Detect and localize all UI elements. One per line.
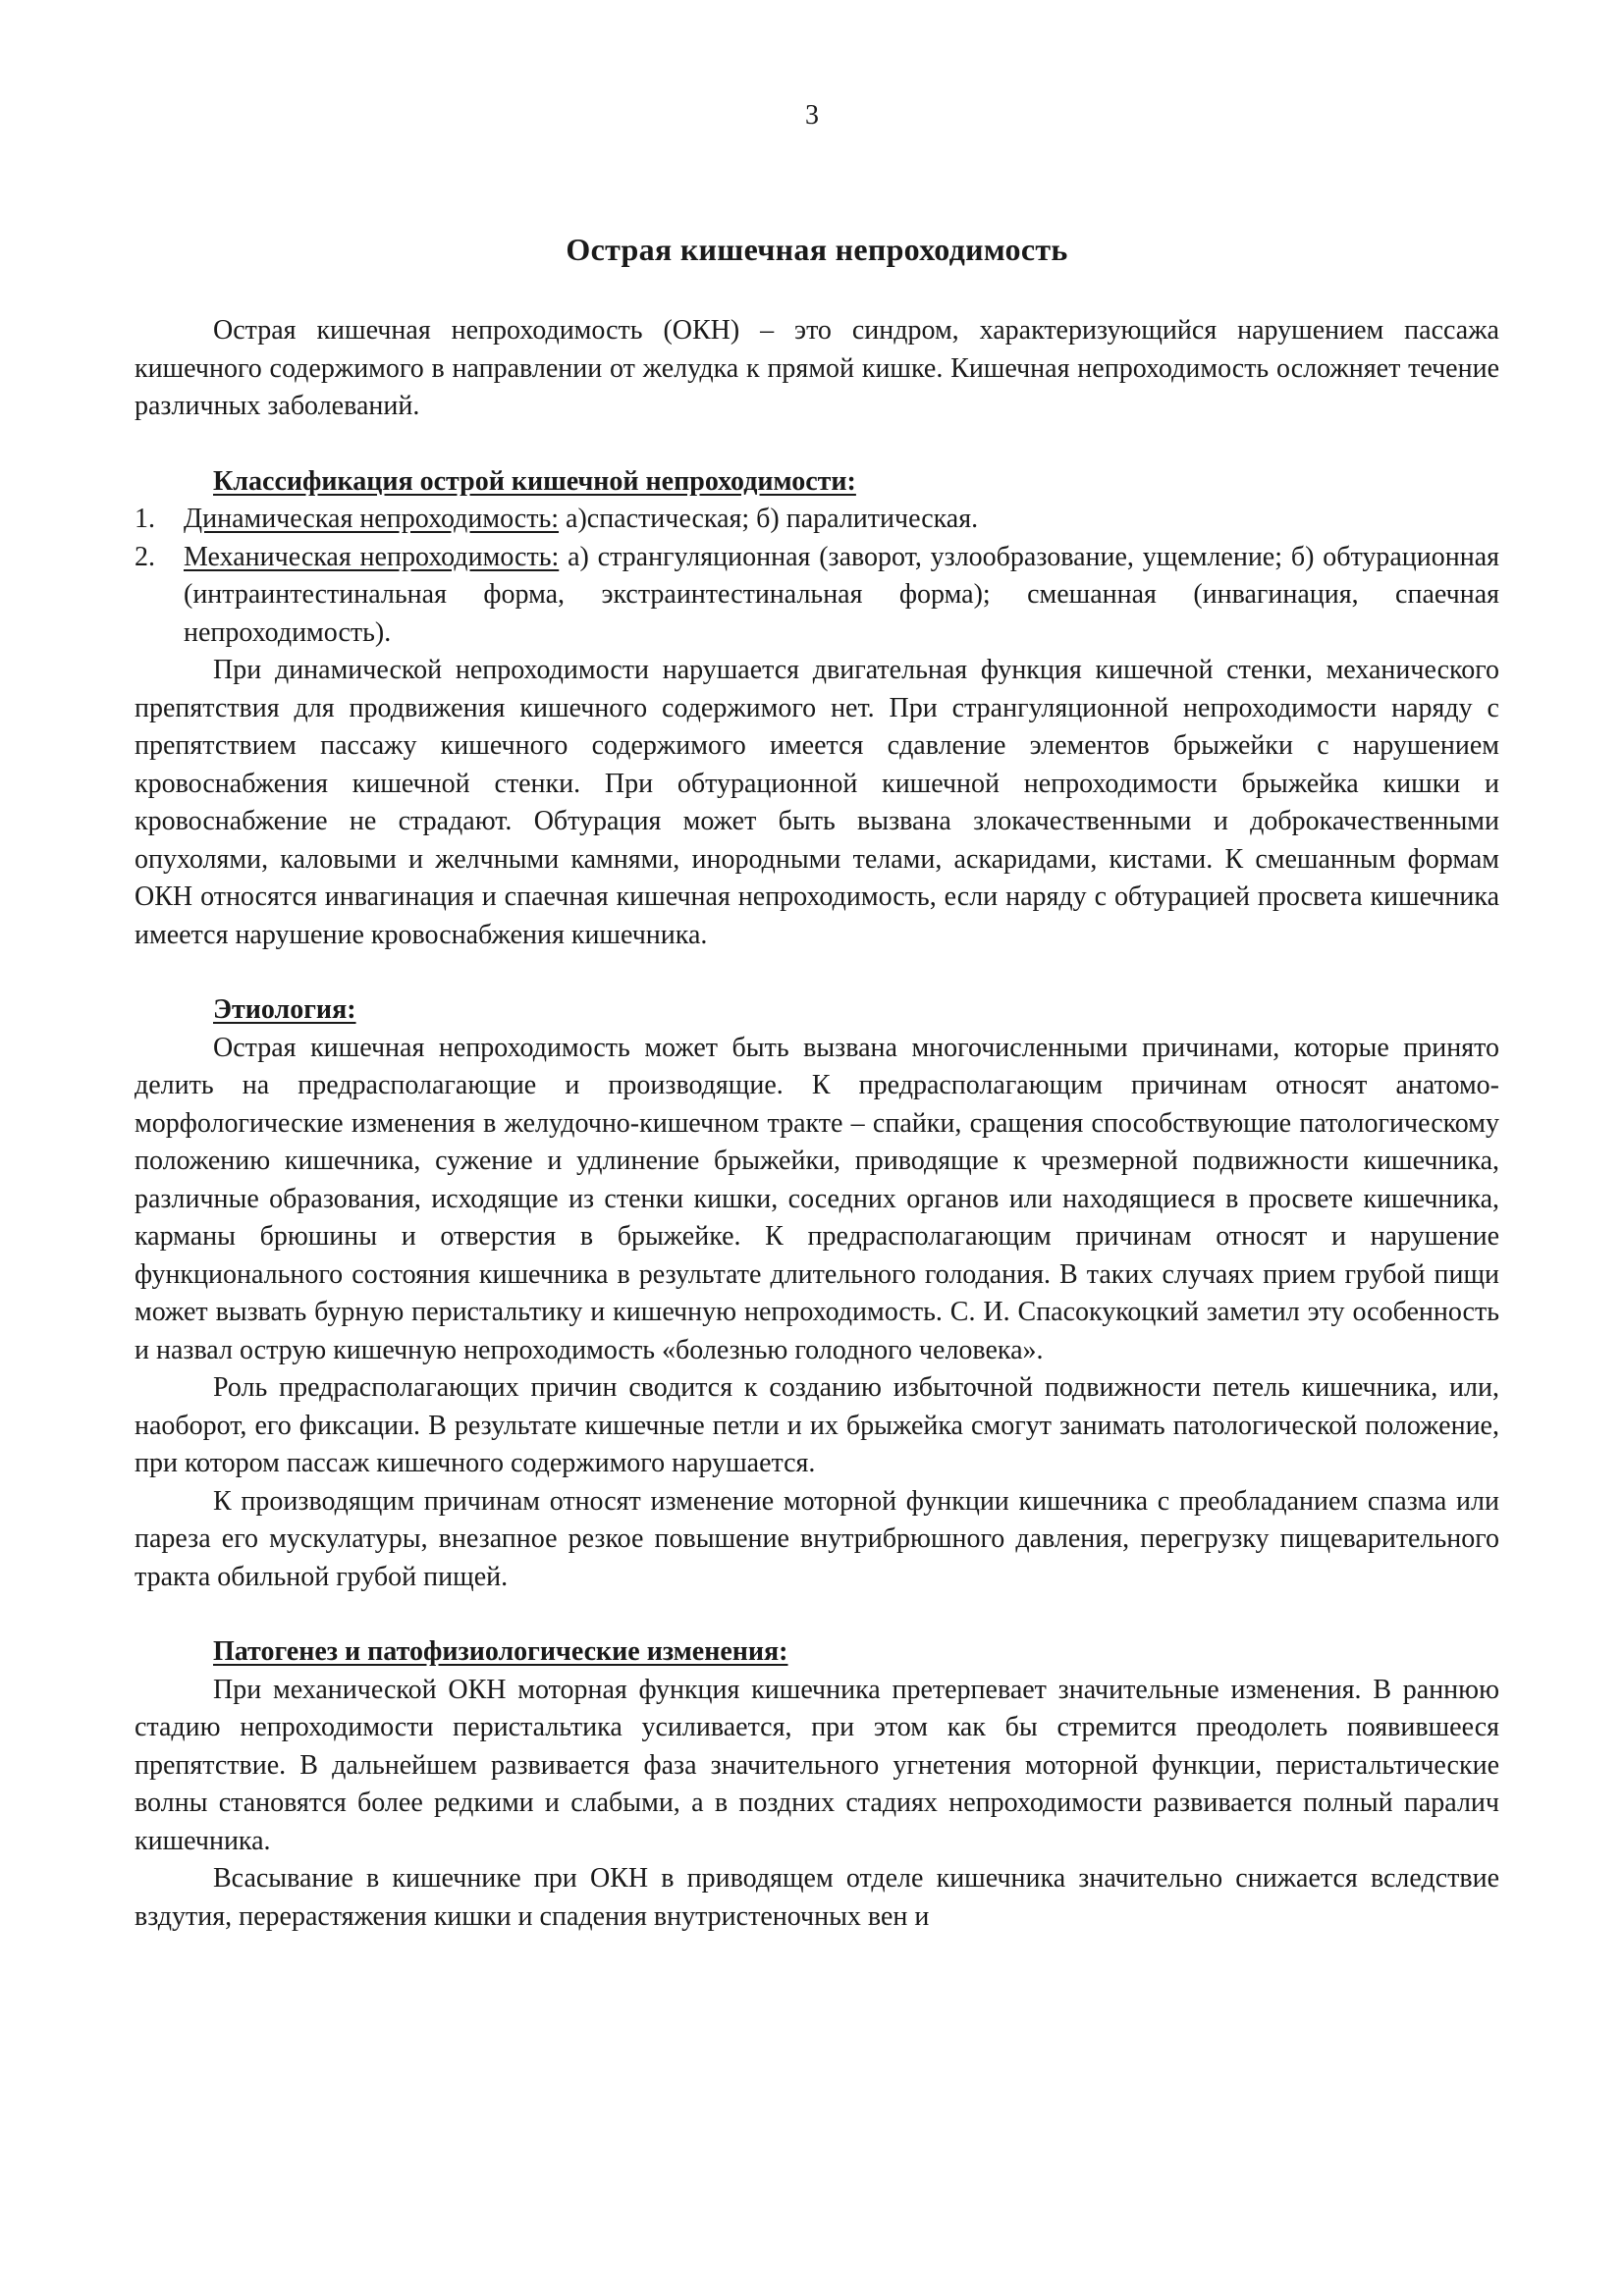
page-number: 3 [805, 100, 819, 131]
page-content [135, 230, 1499, 1936]
document-title: Острая кишечная непроходимость [566, 232, 1068, 267]
etiology-paragraph: Острая кишечная непроходимость может быть вызвана многочисленными причинами, которые принято делить на предрасполагающие и производящие. К предрасполагающим причинам относят анатомо-морфологические изменения в желудочно-кишечном тракте – спайки, сращения способствующие патологическому положению кишечника, сужение и удлинение брыжейки, приводящие к чрезмерной подвижности кишечника, различные образования, исходящие из стенки кишки, соседних органов или находящиеся в просвете кишечника, карманы брюшины и отверстия в брыжейке. К предрасполагающим причинам относят и нарушение функционального состояния кишечника в результате длительного голодания. В таких случаях прием грубой пищи может вызвать бурную перистальтику и кишечную непроходимость. С. И. Спасокукоцкий заметил эту особенность и назвал острую кишечную непроходимость «болезнью голодного человека». [135, 1032, 1499, 1365]
spacer [135, 1596, 1499, 1633]
intro-paragraph: Острая кишечная непроходимость (ОКН) – это синдром, характеризующийся нарушением пассажа кишечного содержимого в направлении от желудка к прямой кишке. Кишечная непроходимость осложняет течение различных заболеваний. [135, 315, 1499, 421]
spacer [135, 954, 1499, 991]
pathogenesis-paragraph: При механической ОКН моторная функция кишечника претерпевает значительные изменения. В раннюю стадию непроходимости перистальтика усиливается, при этом как бы стремится преодолеть появившееся препятствие. В дальнейшем развивается фаза значительного угнетения моторной функции, перистальтические волны становятся более редкими и слабыми, а в поздних стадиях непроходимости развивается полный паралич кишечника. [135, 1674, 1499, 1856]
classification-term: Динамическая непроходимость: [184, 504, 560, 534]
etiology-paragraph: Роль предрасполагающих причин сводится к созданию избыточной подвижности петель кишечника, или, наоборот, его фиксации. В результате кишечные петли и их брыжейка смогут занимать патологической положение, при котором пассаж кишечного содержимого нарушается. [135, 1372, 1499, 1478]
list-number: 1. [135, 504, 155, 534]
classification-paragraph: При динамической непроходимости нарушается двигательная функция кишечной стенки, механического препятствия для продвижения кишечного содержимого нет. При странгуляционной непроходимости наряду с препятствием пассажу кишечного содержимого имеется сдавление элементов брыжейки с нарушением кровоснабжения кишечной стенки. При обтурационной кишечной непроходимости брыжейка кишки и кровоснабжение не страдают. Обтурация может быть вызвана злокачественными и доброкачественными опухолями, каловыми и желчными камнями, инородными телами, аскаридами, кистами. К смешанным формам ОКН относятся инвагинация и спаечная кишечная непроходимость, если наряду с обтурацией просвета кишечника имеется нарушение кровоснабжения кишечника. [135, 655, 1499, 950]
classification-heading: Классификация острой кишечной непроходимости: [213, 465, 856, 497]
spacer [135, 426, 1499, 463]
classification-item [135, 539, 1499, 653]
list-number: 2. [135, 541, 155, 572]
pathogenesis-heading: Патогенез и патофизиологические изменения: [213, 1636, 788, 1667]
classification-item [135, 501, 1499, 539]
classification-text: а) странгуляционная (заворот, узлообразование, ущемление; б) обтурационная (интраинтестинальная форма, экстраинтестинальная форма); смешанная (инвагинация, спаечная непроходимость). [184, 541, 1500, 648]
classification-text: а)спастическая; б) паралитическая. [559, 504, 979, 534]
etiology-paragraph: К производящим причинам относят изменение моторной функции кишечника с преобладанием спазма или пареза его мускулатуры, внезапное резкое повышение внутрибрюшного давления, перегрузку пищеварительного тракта обильной грубой пищей. [135, 1485, 1499, 1592]
etiology-heading: Этиология: [213, 994, 356, 1025]
classification-term: Механическая непроходимость: [184, 541, 560, 572]
pathogenesis-paragraph: Всасывание в кишечнике при ОКН в приводящем отделе кишечника значительно снижается вследствие вздутия, перерастяжения кишки и спадения внутристеночных вен и [135, 1863, 1499, 1932]
classification-list [135, 501, 1499, 652]
